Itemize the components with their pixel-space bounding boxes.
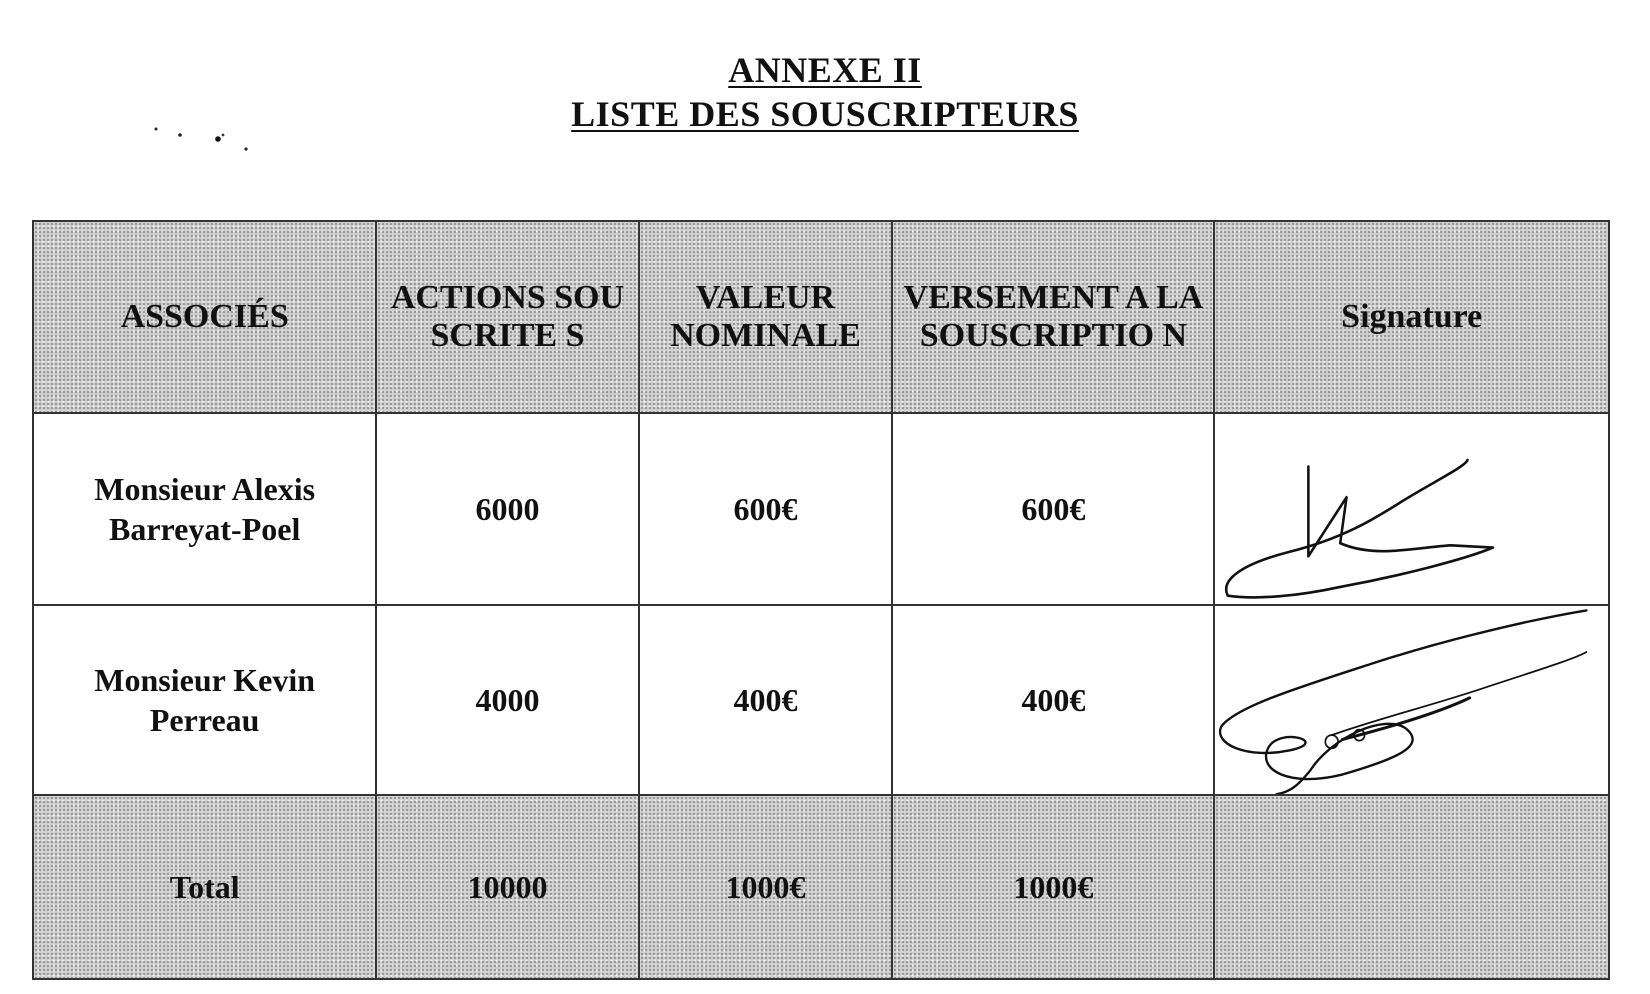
handwritten-signature (1215, 414, 1608, 604)
header-signature: Signature (1214, 221, 1609, 413)
total-label: Total (33, 795, 376, 979)
nominal-value: 600€ (639, 413, 893, 605)
total-row (33, 795, 1609, 979)
actions-count: 4000 (376, 605, 638, 795)
title-list: LISTE DES SOUSCRIPTEURS (571, 94, 1079, 134)
title-annexe: ANNEXE II (728, 50, 922, 90)
header-versement: VERSEMENT A LA SOUSCRIPTIO N (892, 221, 1214, 413)
subscription-payment: 600€ (892, 413, 1214, 605)
table-row (33, 605, 1609, 795)
subscribers-table (32, 220, 1610, 980)
signature-cell (1214, 605, 1609, 795)
associe-name: Monsieur Kevin Perreau (33, 605, 376, 795)
total-valeur: 1000€ (639, 795, 893, 979)
header-associes: ASSOCIÉS (33, 221, 376, 413)
total-versement: 1000€ (892, 795, 1214, 979)
total-actions: 10000 (376, 795, 638, 979)
signature-cell (1214, 413, 1609, 605)
total-signature-empty (1214, 795, 1609, 979)
handwritten-signature (1215, 606, 1608, 794)
associe-name: Monsieur Alexis Barreyat-Poel (33, 413, 376, 605)
header-actions: ACTIONS SOUSCRITE S (376, 221, 638, 413)
subscription-payment: 400€ (892, 605, 1214, 795)
header-row (33, 221, 1609, 413)
header-valeur: VALEUR NOMINALE (639, 221, 893, 413)
nominal-value: 400€ (639, 605, 893, 795)
actions-count: 6000 (376, 413, 638, 605)
scan-specks (150, 125, 270, 165)
table-row (33, 413, 1609, 605)
document-title (0, 48, 1650, 136)
